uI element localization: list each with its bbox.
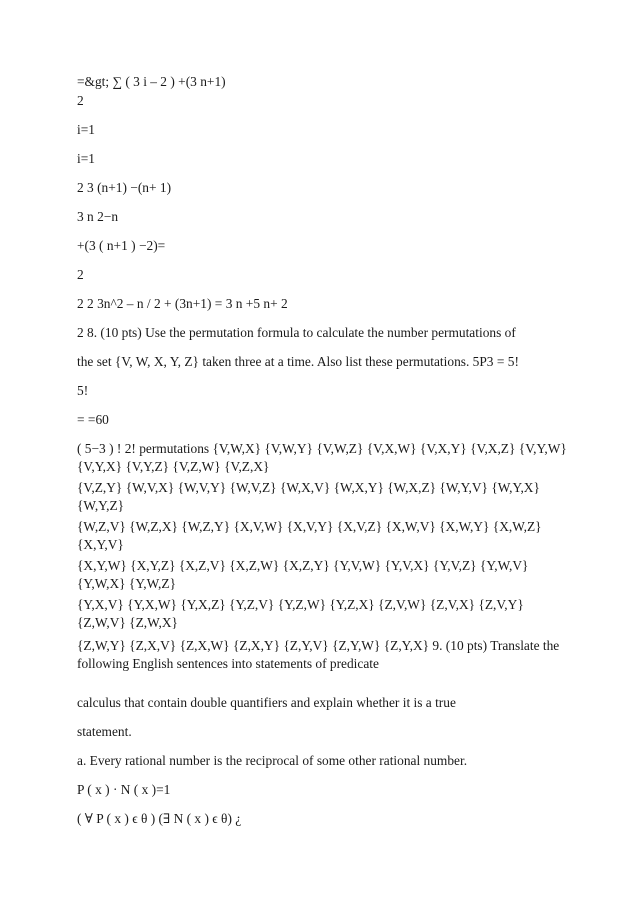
text-line: 2 3 (n+1) −(n+ 1) — [77, 180, 172, 195]
text-line: {W,Z,V} {W,Z,X} {W,Z,Y} {X,V,W} {X,V,Y} {X,V,Z} {X,W,V} {X,W,Y} {X,W,Z} {X,Y,V} — [77, 519, 542, 552]
text-line: the set {V, W, X, Y, Z} taken three at a time. Also list these permutations. 5P3 = 5! — [77, 354, 519, 369]
text-line: calculus that contain double quantifiers and explain whether it is a true — [77, 695, 456, 710]
text-line: i=1 — [77, 151, 95, 166]
text-line: 3 n 2−n — [77, 209, 119, 224]
text-line: =&gt; ∑ ( 3 i – 2 ) +(3 n+1) — [77, 74, 226, 89]
text-line: a. Every rational number is the reciprocal of some other rational number. — [77, 753, 468, 768]
text-line: P ( x ) · N ( x )=1 — [77, 782, 171, 797]
text-line: ( 5−3 ) ! 2! permutations {V,W,X} {V,W,Y} {V,W,Z} {V,X,W} {V,X,Y} {V,X,Z} {V,Y,W} {V,Y,X} {V,Y,Z} {V,Z,W} {V,Z,X} — [77, 441, 567, 474]
text-line: ( ∀ P ( x ) ϵ θ ) (∃ N ( x ) ϵ θ) ¿ — [77, 811, 242, 826]
text-line: 5! — [77, 383, 89, 398]
text-line: = =60 — [77, 412, 109, 427]
text-line: i=1 — [77, 122, 95, 137]
text-line: 2 8. (10 pts) Use the permutation formula to calculate the number permutations of — [77, 325, 516, 340]
text-line: +(3 ( n+1 ) −2)= — [77, 238, 166, 253]
text-line: {Z,W,Y} {Z,X,V} {Z,X,W} {Z,X,Y} {Z,Y,V} {Z,Y,W} {Z,Y,X} 9. (10 pts) Translate the following English sentences into statements of predicate — [77, 638, 560, 671]
text-line: 2 2 3n^2 – n / 2 + (3n+1) = 3 n +5 n+ 2 — [77, 296, 288, 311]
text-line: statement. — [77, 724, 132, 739]
text-line: 2 — [77, 267, 84, 282]
text-line: {V,Z,Y} {W,V,X} {W,V,Y} {W,V,Z} {W,X,V} {W,X,Y} {W,X,Z} {W,Y,V} {W,Y,X} {W,Y,Z} — [77, 480, 540, 513]
text-line: {X,Y,W} {X,Y,Z} {X,Z,V} {X,Z,W} {X,Z,Y} {Y,V,W} {Y,V,X} {Y,V,Z} {Y,W,V} {Y,W,X} {Y,W,Z} — [77, 558, 529, 591]
text-line: {Y,X,V} {Y,X,W} {Y,X,Z} {Y,Z,V} {Y,Z,W} {Y,Z,X} {Z,V,W} {Z,V,X} {Z,V,Y} {Z,W,V} {Z,W,X} — [77, 597, 524, 630]
text-line: 2 — [77, 93, 84, 108]
